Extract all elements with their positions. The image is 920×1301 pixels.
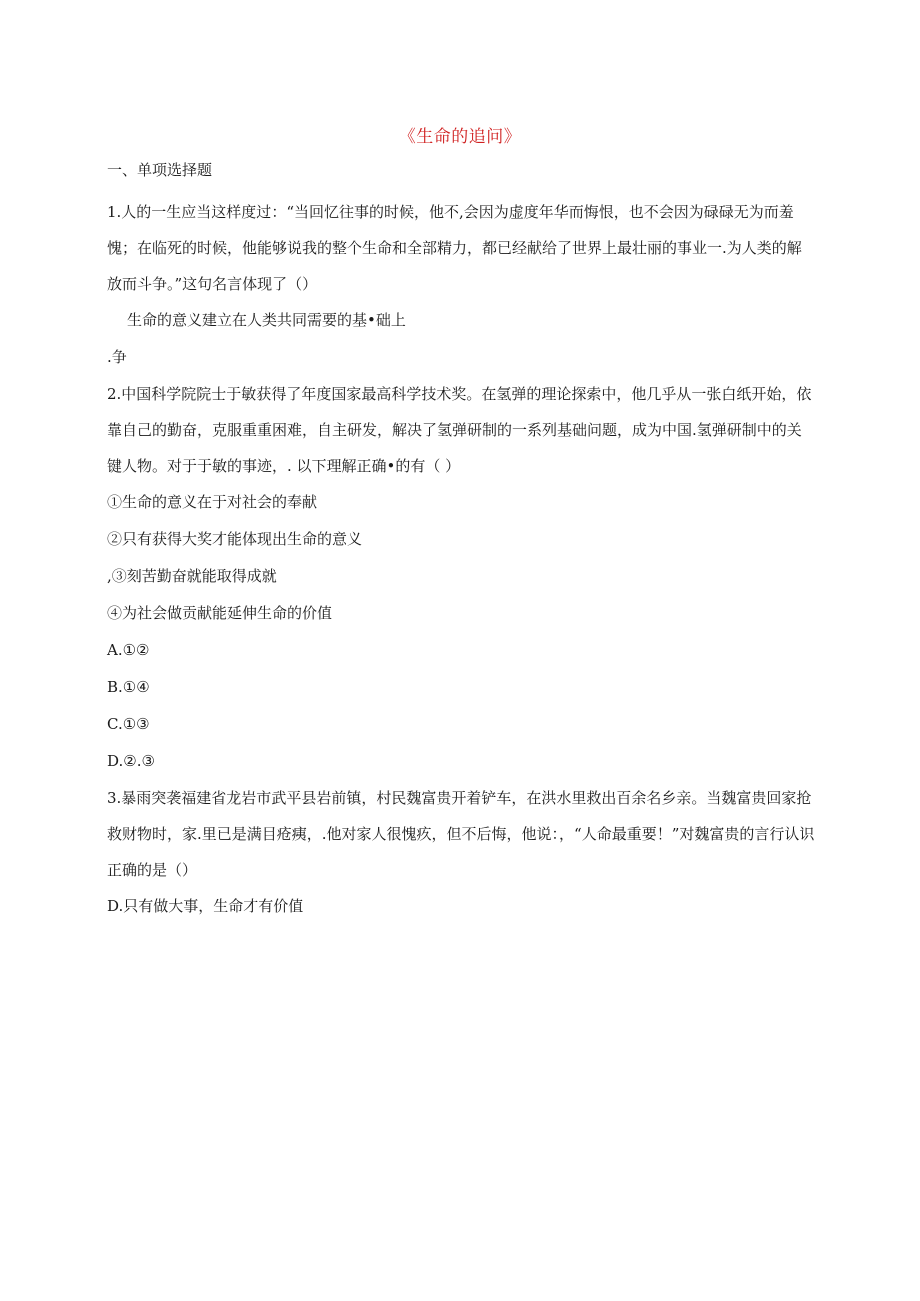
- question-1-line-1: 生命的意义建立在人类共同需要的基•础上: [127, 311, 406, 329]
- question-2-statement-1: ①生命的意义在于对社会的奉献: [107, 493, 318, 511]
- question-3: [107, 780, 815, 925]
- question-2-option-a: A.①②: [107, 641, 150, 659]
- question-1-line-2: .争: [107, 348, 127, 366]
- question-2-option-b: B.①④: [107, 678, 150, 696]
- question-2-option-d: D.②.③: [107, 752, 155, 770]
- document-body: [107, 157, 815, 925]
- question-1: [107, 194, 815, 376]
- section-heading: 一、单项选择题: [107, 161, 213, 179]
- question-2: [107, 376, 815, 780]
- question-3-option-d: D.只有做大事，生命才有价值: [107, 897, 304, 915]
- question-2-option-c: C.①③: [107, 715, 150, 733]
- question-1-stem: 1.人的一生应当这样度过：“当回忆往事的时候，他不,会因为虚度年华而悔恨，也不会因为碌碌无为而羞愧；在临死的时候，他能够说我的整个生命和全部精力，都已经献给了世界上最壮丽的事业一.为人类的解放而斗争。”这句名言体现了（）: [107, 203, 802, 293]
- page-title: 《生命的追问》: [398, 127, 522, 147]
- question-3-stem: 3.暴雨突袭福建省龙岩市武平县岩前镇，村民魏富贵开着铲车，在洪水里救出百余名乡亲。当魏富贵回家抢救财物时，家.里已是满目疮痍，.他对家人很愧疚，但不后悔，他说：，“人命最重要！”对魏富贵的言行认识正确的是（）: [107, 789, 815, 879]
- question-2-stem: 2.中国科学院院士于敏获得了年度国家最高科学技术奖。在氢弹的理论探索中，他几乎从一张白纸开始，依靠自己的勤奋，克服重重困难，自主研发，解决了氢弹研制的一系列基础问题，成为中国.氢弹研制中的关键人物。对于于敏的事迹，. 以下理解正确•的有（ ）: [107, 385, 812, 475]
- question-2-statement-2: ②只有获得大奖才能体现出生命的意义: [107, 530, 363, 548]
- question-2-statement-3: ,③刻苦勤奋就能取得成就: [107, 567, 277, 585]
- question-2-statement-4: ④为社会做贡献能延伸生命的价值: [107, 604, 333, 622]
